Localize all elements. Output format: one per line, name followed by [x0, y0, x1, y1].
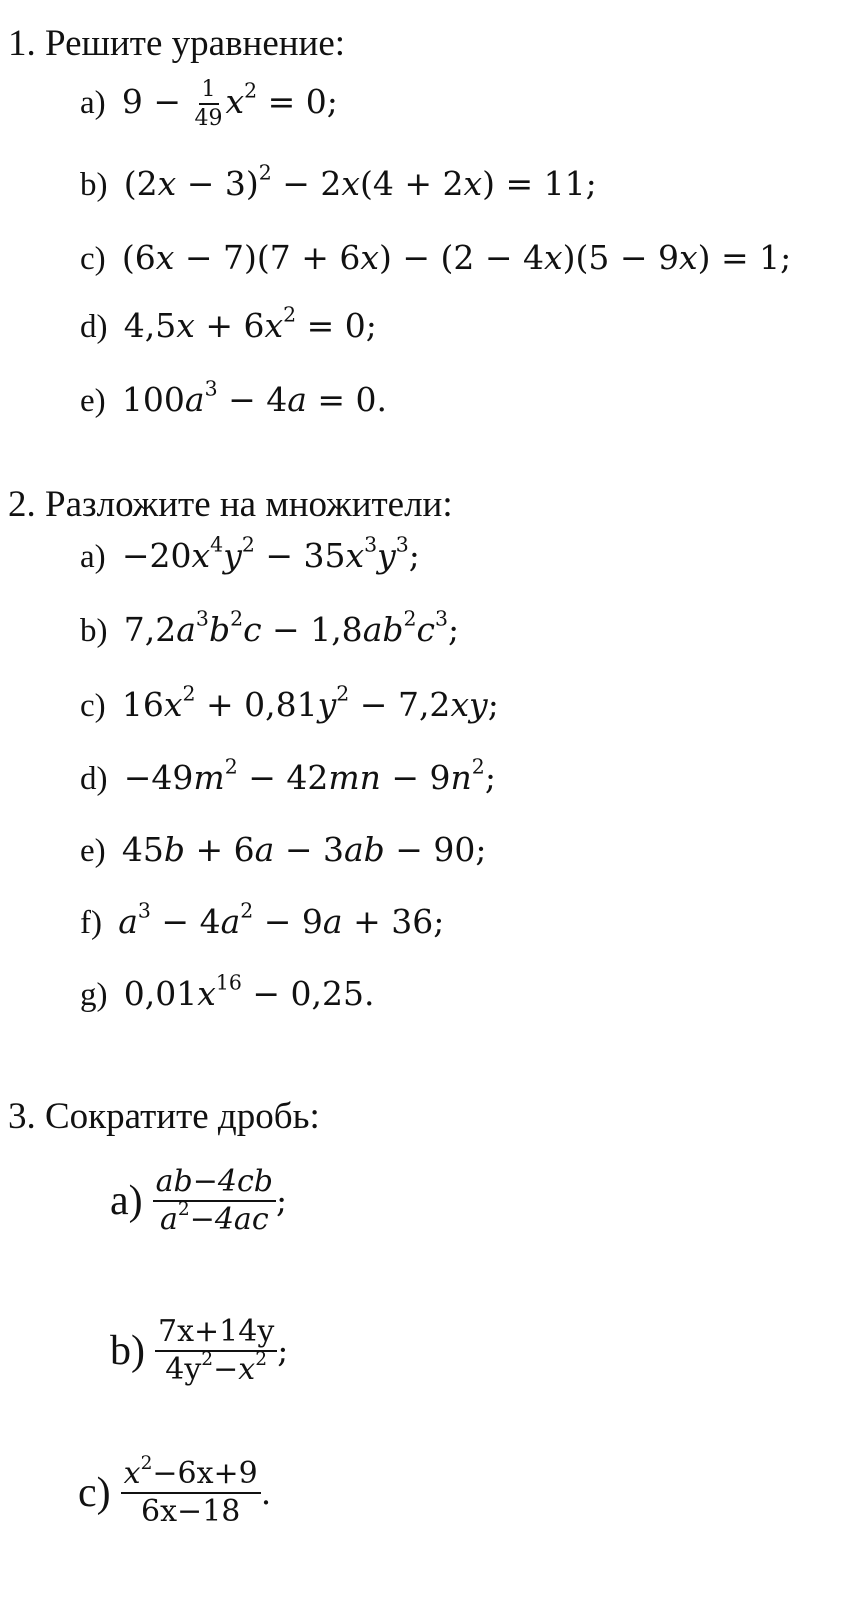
expression: $16x^2 + 0,81y^2 - 7,2xy$; — [121, 681, 499, 724]
factor-2d — [80, 754, 496, 798]
equation-1a — [80, 78, 338, 130]
equation-1b — [80, 160, 597, 204]
section-2-heading: 2. Разложите на множители: — [8, 484, 453, 525]
expression: 45b + 6a − 3ab − 90; — [121, 830, 487, 869]
denominator: 6x−18 — [141, 1493, 241, 1529]
factor-2f — [80, 898, 445, 942]
expression: $a^3 - 4a^2 - 9a + 36$; — [118, 898, 445, 941]
expression: $100a^3 - 4a = 0$. — [121, 376, 388, 419]
factor-2c — [80, 681, 499, 725]
item-letter: e) — [80, 833, 106, 869]
item-letter: a) — [80, 85, 106, 122]
expression: (6x − 7)(7 + 6x) − (2 − 4x)(5 − 9x) = 1; — [121, 238, 792, 277]
fraction-3c — [78, 1453, 272, 1529]
item-letter: a) — [110, 1177, 143, 1224]
denominator: $4y^2-x^2$ — [165, 1348, 268, 1387]
fraction — [121, 1453, 261, 1529]
numerator: ab−4cb — [153, 1166, 276, 1202]
item-letter: c) — [80, 688, 106, 724]
factor-2a — [80, 532, 420, 576]
expression: $7,2a^3b^2c - 1,8ab^2c^3$; — [123, 606, 460, 649]
punctuation: ; — [277, 1331, 289, 1370]
item-letter: e) — [80, 383, 106, 419]
fraction: $\frac{1}{49}$ — [194, 77, 223, 132]
section-3-heading: 3. Сократите дробь: — [8, 1096, 320, 1137]
fraction-3b — [110, 1316, 288, 1385]
item-letter: c) — [80, 241, 106, 277]
expression: $-49m^2 - 42mn - 9n^2$; — [123, 754, 496, 797]
expression: $(2x - 3)^2 - 2x(4 + 2x) = 11$; — [123, 160, 597, 203]
punctuation: . — [260, 1473, 272, 1512]
denominator: $a^2-4ac$ — [159, 1198, 269, 1237]
fraction — [155, 1316, 277, 1385]
expression: $0,01x^{16} - 0,25$. — [123, 970, 375, 1013]
equation-1e — [80, 376, 388, 420]
section-1-heading: 1. Решите уравнение: — [8, 23, 346, 64]
numerator: $x^2-6x+9$ — [121, 1458, 261, 1494]
factor-2g — [80, 970, 375, 1014]
fraction-3a — [110, 1166, 287, 1235]
item-letter: f) — [80, 905, 102, 941]
item-letter: d) — [80, 761, 108, 797]
numerator: 7x+14y — [155, 1316, 277, 1352]
item-letter: c) — [78, 1469, 111, 1516]
expression: 9 − $\frac{1}{49}$ $x^2 = 0$; — [121, 77, 338, 132]
item-letter: b) — [110, 1327, 145, 1374]
expression: $4,5x + 6x^2 = 0$; — [123, 302, 377, 345]
item-letter: g) — [80, 977, 108, 1013]
equation-1d — [80, 302, 377, 346]
item-letter: a) — [80, 539, 106, 575]
item-letter: b) — [80, 167, 108, 203]
item-letter: b) — [80, 613, 108, 649]
factor-2b — [80, 606, 460, 650]
factor-2e — [80, 830, 487, 870]
expression: $-20x^4y^2 - 35x^3y^3$; — [121, 532, 420, 575]
equation-1c — [80, 238, 791, 278]
fraction — [153, 1166, 276, 1235]
item-letter: d) — [80, 309, 108, 345]
punctuation: ; — [275, 1181, 288, 1220]
